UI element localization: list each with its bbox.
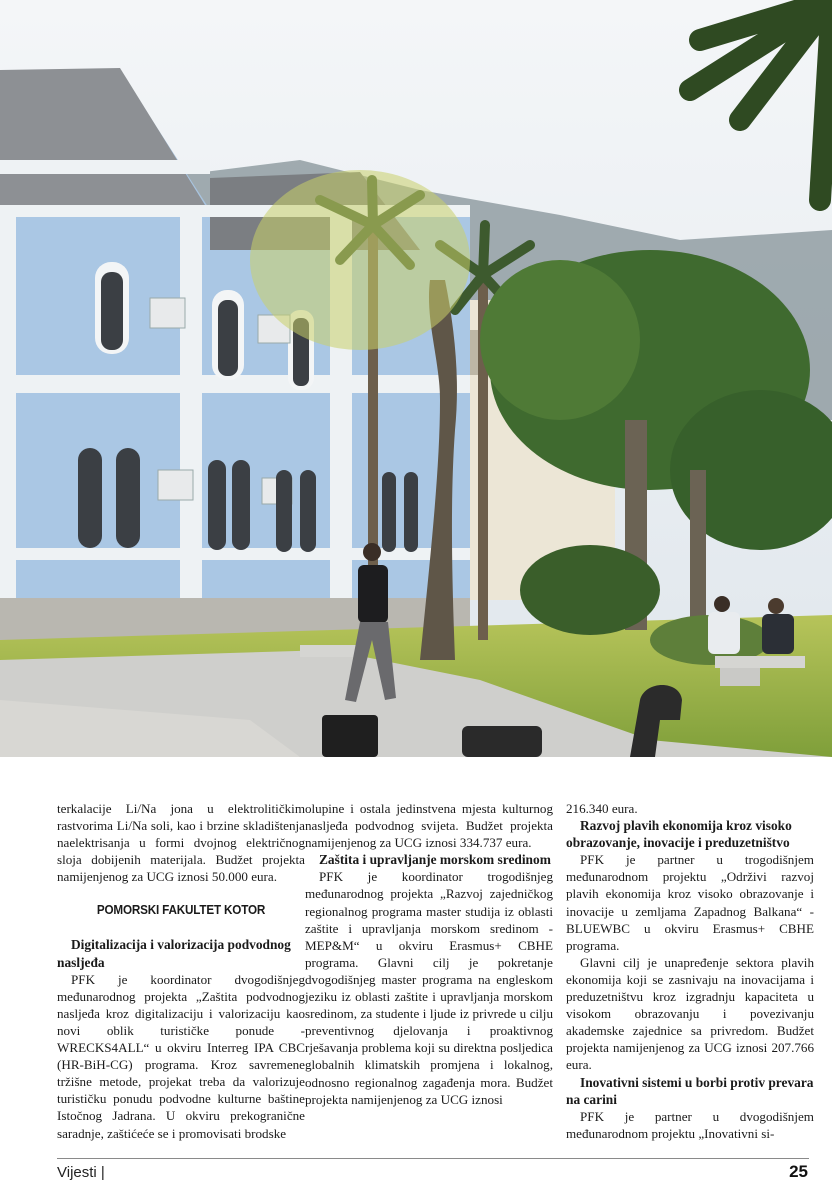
section-heading: POMORSKI FAKULTET KOTOR xyxy=(96,902,266,918)
paragraph: olupine i ostala jedinstvena mjesta kulturnog naslјeđa podvodnog svijeta. Budžet projekta namijenjenog za UCG iznosi 334.737 eura. xyxy=(305,801,553,851)
paragraph: Glavni cilj je unapređenje sektora plavih ekonomija koji se zasnivaju na inovacijama i preduzetništvu kroz izgradnju kapaciteta u visokom obrazovanju i povezivanju akademske zajednice sa privredom. Budžet projekta namijenjenog za UCG iznosi 207.766 eura. xyxy=(566,954,814,1073)
subheading: Razvoj plavih ekonomija kroz visoko obrazovanje, inovacije i preduzetništvo xyxy=(566,818,792,851)
footer-divider xyxy=(57,1158,809,1159)
column-3 xyxy=(566,800,814,1152)
page-number: 25 xyxy=(789,1162,808,1181)
subheading: Digitalizacija i valorizacija podvodnog naslјeđa xyxy=(57,937,291,970)
paragraph: PFK je partner u dvogodišnjem međunarodnom projektu „Inovativni si- xyxy=(566,1108,814,1141)
subheading: Inovativni sistemi u borbi protiv prevara na carini xyxy=(566,1074,814,1107)
paragraph: PFK je koordinator dvogodišnjeg međunarodnog projekta „Zaštita podvodnog naslјeđa kroz digitalizaciju i valorizaciju kao novi oblik turističke ponude - WRECKS4ALL“ u okviru Interreg IPA CBC (HR-BiH-CG) programa. Kroz savremene tržišne metode, projekat treba da valorizuje turističku ponudu podvodne kulturne baštine Istočnog Jadrana. U okviru prekogranične saradnje, zaštićeće se i promovisati brodske xyxy=(57,971,305,1141)
paragraph: terkalacije Li/Na jona u elektrolitičkim rastvorima Li/Na soli, kao i brzine skladištenja naelektrisanja u formi dvojnog električnog sloja dobijenih materijala. Budžet projekta namijenjenog za UCG iznosi 50.000 eura. xyxy=(57,801,305,885)
paragraph: 216.340 eura. xyxy=(566,801,638,816)
publication-name: Vijesti | xyxy=(57,1164,105,1181)
paragraph: PFK je koordinator trogodišnjeg međunarodnog projekta „Razvoj zajedničkog regionalnog programa master studija iz oblasti zaštite i upravljanja morskom sredinom - MEP&M“ u okviru Erasmus+ CBHE programa. Glavni cilj je pokretanje dvogodišnjeg master programa na engleskom jeziku iz oblasti zaštite i upravljanja morskom sredinom, za studente i ljude iz privrede u cilju preventivnog djelovanja i proaktivnog rješavanja problema koji su direktna posljedica globalnih klimatskih promjena i lokalnog, odnosno regionalnog zagađenja mora. Budžet projekta namijenjenog za UCG iznosi xyxy=(305,869,553,1107)
paragraph: PFK je partner u trogodišnjem međunarodnom projektu „Održivi razvoj plavih ekonomija kroz visoko obrazovanje i inovacije u zemljama Zapadnog Balkana“ - BLUEWBC u okviru Erasmus+ CBHE programa. xyxy=(566,852,814,953)
subheading: Zaštita i upravljanje morskom sredinom xyxy=(319,852,551,868)
column-2 xyxy=(305,800,553,1152)
article-body xyxy=(0,800,832,1152)
column-1 xyxy=(57,800,305,1152)
